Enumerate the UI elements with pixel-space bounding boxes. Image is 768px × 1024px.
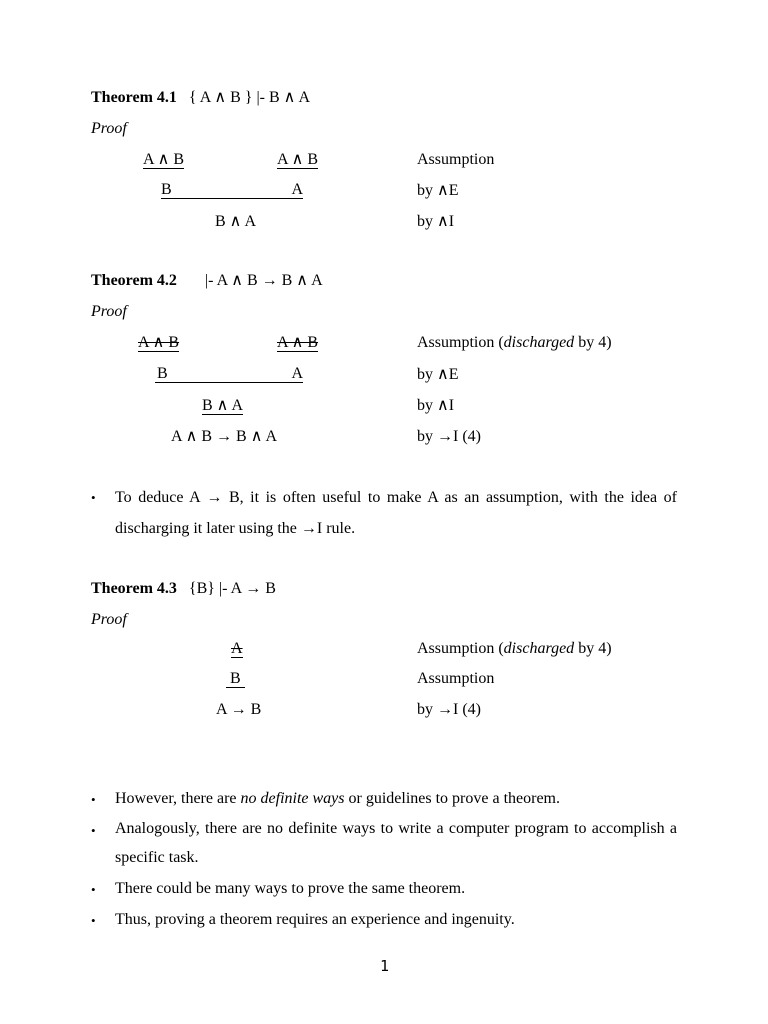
bullet-marker: • (91, 882, 96, 897)
proof-conclusion: A ∧ B → B ∧ A (171, 428, 278, 445)
bullet-text: Thus, proving a theorem requires an experience and ingenuity. (115, 911, 515, 928)
justification: by →I (4) (417, 701, 481, 718)
proof-conclusion: B ∧ A (215, 213, 257, 230)
proof-line: A ∧ B (277, 334, 319, 351)
page-number: 1 (380, 957, 390, 975)
justification: by ∧I (417, 213, 455, 230)
bullet-marker: • (91, 792, 96, 807)
theorem-statement: { A ∧ B } |- B ∧ A (188, 89, 311, 106)
bullet-text: To deduce A → B, it is often useful to make A as an assumption, with the idea of discharging it later using the →I rule. (115, 489, 677, 537)
proof-line: B (226, 670, 245, 688)
justification: by ∧E (417, 366, 459, 383)
theorem-title: Theorem 4.3 (91, 580, 177, 597)
justification: by ∧I (417, 397, 455, 414)
theorem-4-1-heading (91, 89, 310, 107)
proof-line: A (231, 640, 243, 657)
proof-line: A ∧ B (138, 334, 180, 351)
theorem-title: Theorem 4.1 (91, 89, 177, 106)
bullet-text: There could be many ways to prove the same theorem. (115, 880, 466, 897)
proof-line: B A (161, 181, 303, 198)
theorem-statement: |- A ∧ B → B ∧ A (204, 272, 323, 289)
proof-label: Proof (91, 120, 127, 137)
theorem-statement: {B} |- A → B (188, 580, 276, 597)
bullet-marker: • (91, 913, 96, 928)
proof-label: Proof (91, 611, 127, 628)
justification: Assumption (417, 670, 495, 687)
justification: Assumption (discharged by 4) (417, 640, 612, 657)
justification: by →I (4) (417, 428, 481, 445)
bullet-text: However, there are no definite ways or guidelines to prove a theorem. (115, 790, 560, 807)
theorem-4-3-heading (91, 580, 276, 598)
justification: Assumption (417, 151, 495, 168)
proof-line: B A (157, 365, 303, 382)
proof-line: A ∧ B (277, 151, 319, 168)
justification: by ∧E (417, 182, 459, 199)
proof-line: B ∧ A (202, 397, 244, 414)
proof-line: A ∧ B (143, 151, 185, 168)
bullet-marker: • (91, 823, 96, 838)
justification: Assumption (discharged by 4) (417, 334, 612, 351)
proof-conclusion: A → B (216, 701, 262, 718)
bullet-text: Analogously, there are no definite ways to write a computer program to accomplish a specific task. (115, 820, 677, 866)
bullet-marker: • (91, 490, 96, 505)
theorem-4-2-heading (91, 272, 323, 290)
theorem-title: Theorem 4.2 (91, 272, 177, 289)
proof-label: Proof (91, 303, 127, 320)
